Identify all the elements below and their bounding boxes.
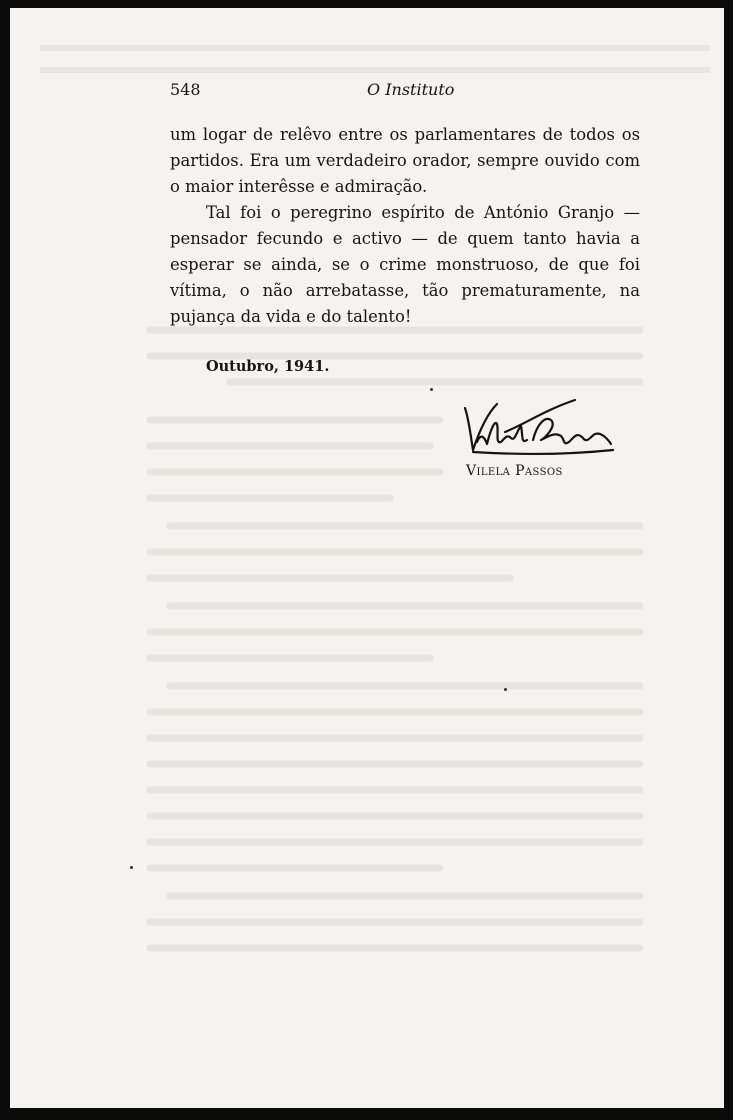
running-title: O Instituto [367, 80, 455, 99]
author-name: Vilela Passos [466, 463, 563, 479]
closing-date: Outubro, 1941. [206, 358, 330, 375]
paragraph-granjo: Tal foi o peregrino espírito de António Granjo — pensador fecundo e activo — de quem tanto havia a esperar se ainda, se o crime monstruoso, de que foi vítima, o não arrebatasse, tão prematuramente, na pujança da vida e do talento! [170, 203, 640, 326]
body-text [170, 122, 640, 330]
page-number: 548 [170, 80, 201, 99]
handwritten-signature [445, 380, 625, 470]
scan-speck [430, 388, 433, 391]
scan-speck [504, 688, 507, 691]
scan-speck [130, 866, 133, 869]
document-page [10, 8, 724, 1108]
paragraph-continuation: um logar de relêvo entre os parlamentares de todos os partidos. Era um verdadeiro orador, sempre ouvido com o maior interêsse e admiração. [170, 125, 640, 196]
